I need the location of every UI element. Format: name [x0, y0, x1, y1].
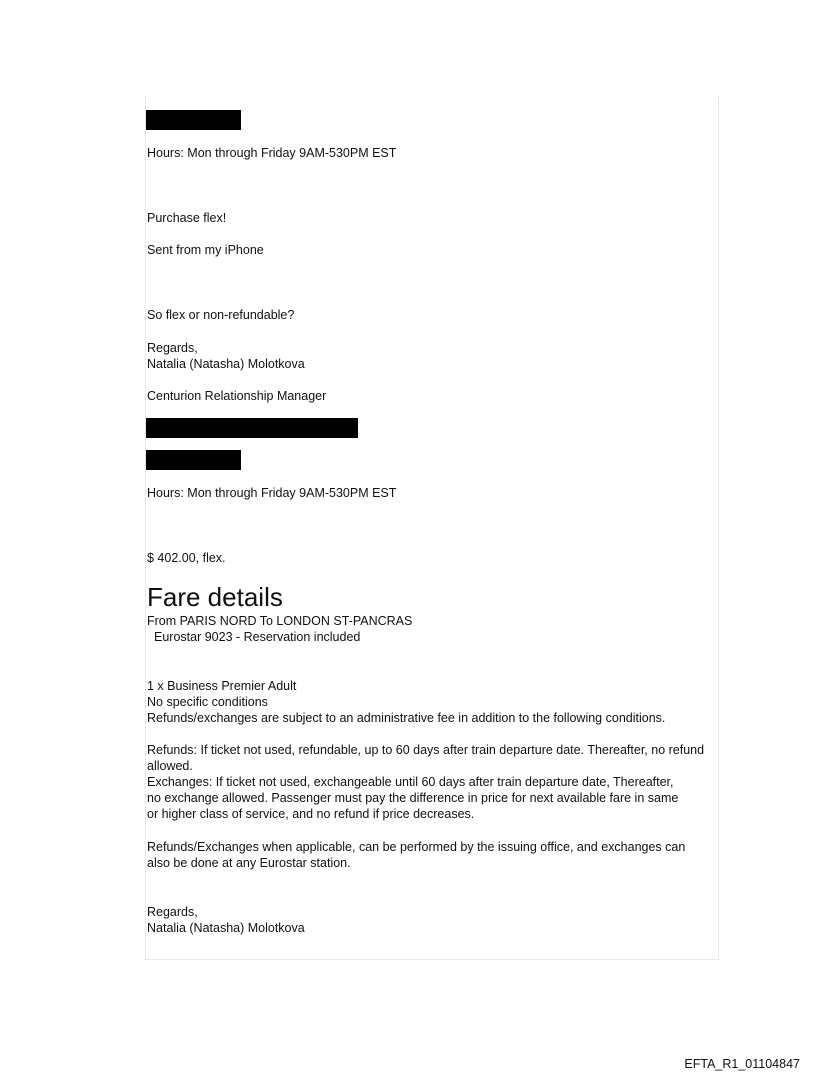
- sender-name: Natalia (Natasha) Molotkova: [147, 357, 305, 371]
- price-line: $ 402.00, flex.: [147, 551, 226, 565]
- exchange-note: Refunds/Exchanges when applicable, can be performed by the issuing office, and exchanges can also be done at any Eurostar station.: [147, 840, 686, 870]
- conditions-exchanges: Exchanges: If ticket not used, exchangeable until 60 days after train departure date, Thereafter, no exchange allowed. Passenger must pay the difference in price for next available fare in same or higher class of service, and no refund if price decreases.: [147, 775, 679, 821]
- purchase-line: Purchase flex!: [147, 211, 227, 225]
- train-line: Eurostar 9023 - Reservation included: [154, 630, 361, 644]
- document-id: EFTA_R1_01104847: [684, 1057, 800, 1071]
- regards-line: Regards,: [147, 341, 198, 355]
- redaction-block: [146, 450, 241, 470]
- route-line: From PARIS NORD To LONDON ST-PANCRAS: [147, 614, 413, 628]
- hours-line: Hours: Mon through Friday 9AM-530PM EST: [147, 486, 397, 500]
- sender-title: Centurion Relationship Manager: [147, 389, 327, 403]
- hours-line: Hours: Mon through Friday 9AM-530PM EST: [147, 146, 397, 160]
- redaction-block: [146, 418, 358, 438]
- email-frame: [145, 96, 719, 960]
- ticket-type-line: 1 x Business Premier Adult: [147, 679, 297, 693]
- redaction-block: [146, 110, 241, 130]
- question-line: So flex or non-refundable?: [147, 308, 295, 322]
- sent-from-line: Sent from my iPhone: [147, 243, 264, 257]
- conditions-fee: Refunds/exchanges are subject to an administrative fee in addition to the following conditions.: [147, 711, 666, 725]
- regards-line: Regards,: [147, 905, 198, 919]
- conditions-line: No specific conditions: [147, 695, 268, 709]
- sender-name: Natalia (Natasha) Molotkova: [147, 921, 305, 935]
- conditions-refunds: Refunds: If ticket not used, refundable, up to 60 days after train departure date. Thereafter, no refund allowed.: [147, 743, 705, 773]
- fare-details-heading: Fare details: [147, 582, 283, 612]
